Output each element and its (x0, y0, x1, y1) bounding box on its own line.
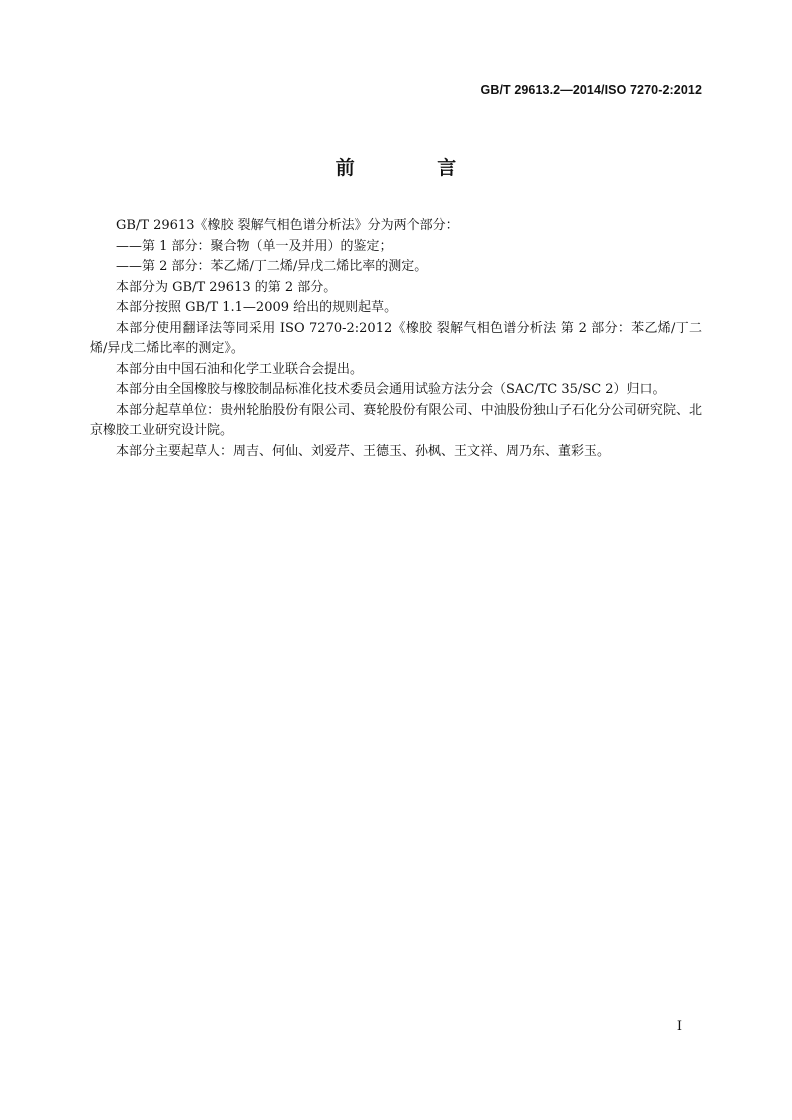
foreword-body (90, 216, 702, 462)
standard-code: GB/T 29613.2—2014/ISO 7270-2:2012 (480, 83, 702, 97)
paragraph-adoption: 本部分使用翻译法等同采用 ISO 7270-2:2012《橡胶 裂解气相色谱分析法 第 2 部分：苯乙烯/丁二烯/异戊二烯比率的测定》。 (90, 320, 702, 356)
paragraph-drafters: 本部分主要起草人：周吉、何仙、刘爱芹、王德玉、孙枫、王文祥、周乃东、董彩玉。 (116, 443, 611, 459)
paragraph-drafting-rules: 本部分按照 GB/T 1.1—2009 给出的规则起草。 (116, 300, 398, 315)
paragraph-administered-by: 本部分由全国橡胶与橡胶制品标准化技术委员会通用试验方法分会（SAC/TC 35/SC 2）归口。 (116, 382, 666, 397)
paragraph-part-2: ——第 2 部分：苯乙烯/丁二烯/异戊二烯比率的测定。 (116, 259, 428, 274)
paragraph-this-part: 本部分为 GB/T 29613 的第 2 部分。 (116, 279, 337, 295)
paragraph-proposed-by: 本部分由中国石油和化学工业联合会提出。 (116, 361, 364, 377)
paragraph-parts-intro: GB/T 29613《橡胶 裂解气相色谱分析法》分为两个部分： (116, 218, 459, 233)
page-title: 前 言 (335, 157, 495, 179)
page-number: I (676, 1019, 682, 1034)
paragraph-part-1: ——第 1 部分：聚合物（单一及并用）的鉴定； (116, 238, 393, 254)
paragraph-drafting-units: 本部分起草单位：贵州轮胎股份有限公司、赛轮股份有限公司、中油股份独山子石化分公司研究院、北京橡胶工业研究设计院。 (90, 402, 702, 438)
